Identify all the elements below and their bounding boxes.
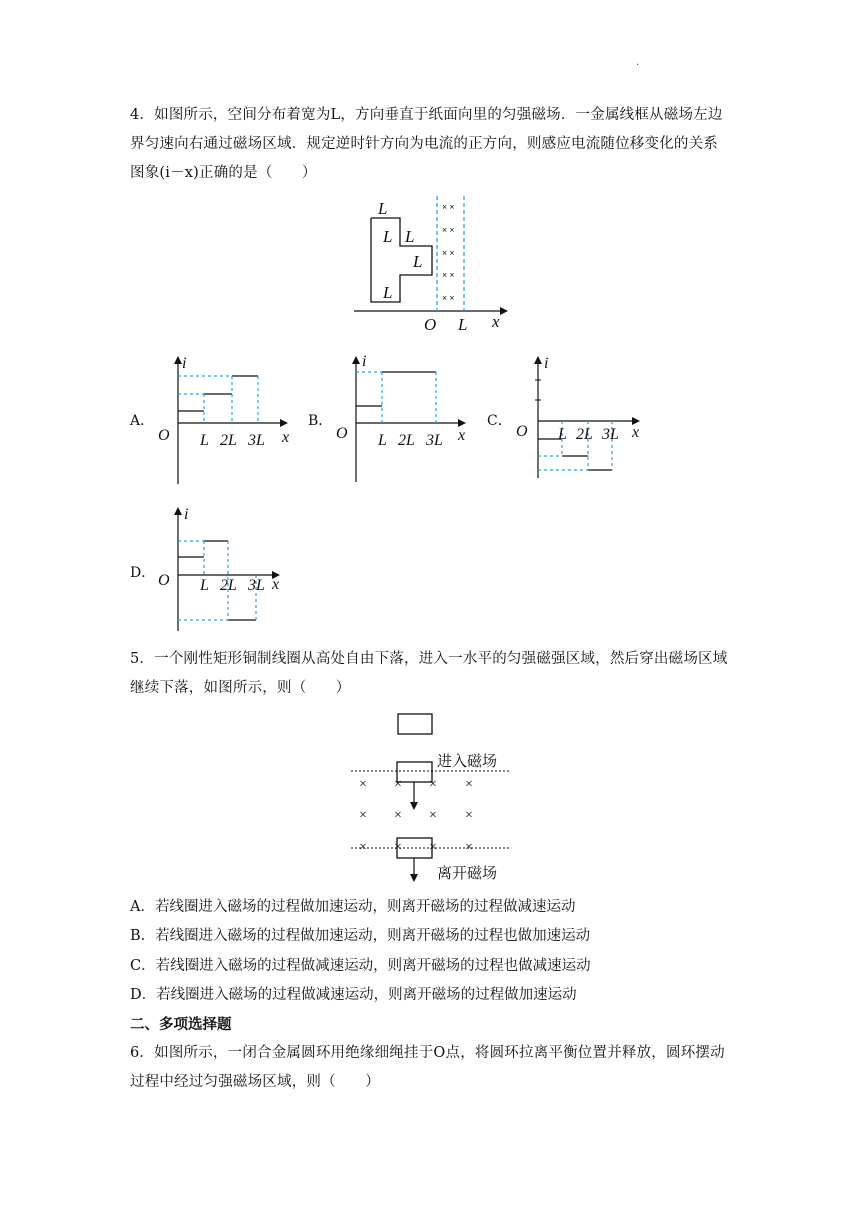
svg-text:i: i xyxy=(182,355,187,372)
svg-text:2L: 2L xyxy=(220,432,237,449)
svg-text:3L: 3L xyxy=(602,426,619,443)
svg-text:×: × xyxy=(465,808,473,823)
enter-field-label: 进入磁场 xyxy=(437,752,498,770)
question-5-text: 5．一个刚性矩形铜制线圈从高处自由下落，进入一水平的匀强磁强区域，然后穿出磁场区域继续下落，如图所示，则（ ） xyxy=(130,651,728,696)
svg-text:×: × xyxy=(359,840,367,855)
q5-option-A[interactable]: A．若线圈进入磁场的过程做加速运动，则离开磁场的过程做减速运动 xyxy=(130,899,576,915)
svg-text:×: × xyxy=(359,777,367,792)
label-O: O xyxy=(424,315,437,334)
q5-option-C[interactable]: C．若线圈进入磁场的过程做减速运动，则离开磁场的过程也做减速运动 xyxy=(130,958,591,974)
graph-C xyxy=(512,352,658,482)
svg-text:2L: 2L xyxy=(576,426,593,443)
svg-text:3L: 3L xyxy=(248,577,265,594)
option-C-label[interactable]: C． xyxy=(487,413,512,429)
svg-text:2L: 2L xyxy=(220,577,237,594)
graph-B xyxy=(330,352,476,488)
svg-text:×: × xyxy=(359,808,367,823)
svg-text:3L: 3L xyxy=(426,432,443,449)
svg-text:×: × xyxy=(465,777,473,792)
svg-text:x: x xyxy=(282,429,290,446)
svg-text:O: O xyxy=(516,423,528,440)
label-L-axis: L xyxy=(458,315,468,334)
option-D-label[interactable]: D． xyxy=(130,565,156,581)
question-6-text: 6．如图所示，一闭合金属圆环用绝缘细绳挂于O点，将圆环拉离平衡位置并释放，圆环摆动过程中经过匀强磁场区域，则（ ） xyxy=(130,1045,725,1090)
svg-text:3L: 3L xyxy=(248,432,265,449)
svg-text:2L: 2L xyxy=(398,432,415,449)
label-L-4: L xyxy=(383,283,393,302)
svg-text:i: i xyxy=(544,355,549,372)
svg-text:L: L xyxy=(378,432,387,449)
svg-text:×: × xyxy=(394,777,402,792)
header-mark: . xyxy=(636,57,640,68)
leave-field-label: 离开磁场 xyxy=(437,864,498,882)
svg-text:x: x xyxy=(272,576,280,593)
svg-text:× ×: × × xyxy=(442,293,455,303)
q5-option-D[interactable]: D．若线圈进入磁场的过程做减速运动，则离开磁场的过程做加速运动 xyxy=(130,987,577,1003)
svg-text:×: × xyxy=(465,840,473,855)
svg-text:i: i xyxy=(362,353,367,370)
svg-text:×: × xyxy=(394,840,402,855)
option-B-label[interactable]: B． xyxy=(308,413,333,429)
svg-text:L: L xyxy=(200,577,209,594)
svg-text:×: × xyxy=(429,840,437,855)
option-A-label[interactable]: A． xyxy=(130,413,155,429)
label-L-2: L xyxy=(405,227,415,246)
label-L-1: L xyxy=(383,227,393,246)
label-L-3: L xyxy=(413,252,423,271)
svg-text:× ×: × × xyxy=(442,225,455,235)
svg-text:O: O xyxy=(158,427,170,444)
svg-text:x: x xyxy=(458,427,466,444)
svg-text:×: × xyxy=(394,808,402,823)
svg-text:×: × xyxy=(429,777,437,792)
svg-text:L: L xyxy=(558,426,567,443)
label-x: x xyxy=(492,312,500,331)
q5-option-B[interactable]: B．若线圈进入磁场的过程做加速运动，则离开磁场的过程也做加速运动 xyxy=(130,928,591,944)
svg-text:× ×: × × xyxy=(442,248,455,258)
graph-D xyxy=(152,505,298,635)
label-L-top: L xyxy=(378,199,388,218)
svg-text:i: i xyxy=(184,506,189,523)
graph-A xyxy=(152,352,298,488)
section-heading: 二、多项选择题 xyxy=(130,1016,232,1033)
svg-text:× ×: × × xyxy=(442,270,455,280)
q5-figure xyxy=(345,708,520,888)
svg-text:× ×: × × xyxy=(442,202,455,212)
svg-text:O: O xyxy=(158,572,170,589)
svg-text:×: × xyxy=(429,808,437,823)
svg-text:x: x xyxy=(632,424,640,441)
question-4-text: 4．如图所示，空间分布着宽为L，方向垂直于纸面向里的匀强磁场．一金属线框从磁场左边界匀速向右通过磁场区域．规定逆时针方向为电流的正方向，则感应电流随位移变化的关系图象(i－x)正确的是（ ） xyxy=(130,107,723,181)
svg-text:O: O xyxy=(336,425,348,442)
q4-main-figure xyxy=(350,190,520,340)
svg-text:L: L xyxy=(200,432,209,449)
